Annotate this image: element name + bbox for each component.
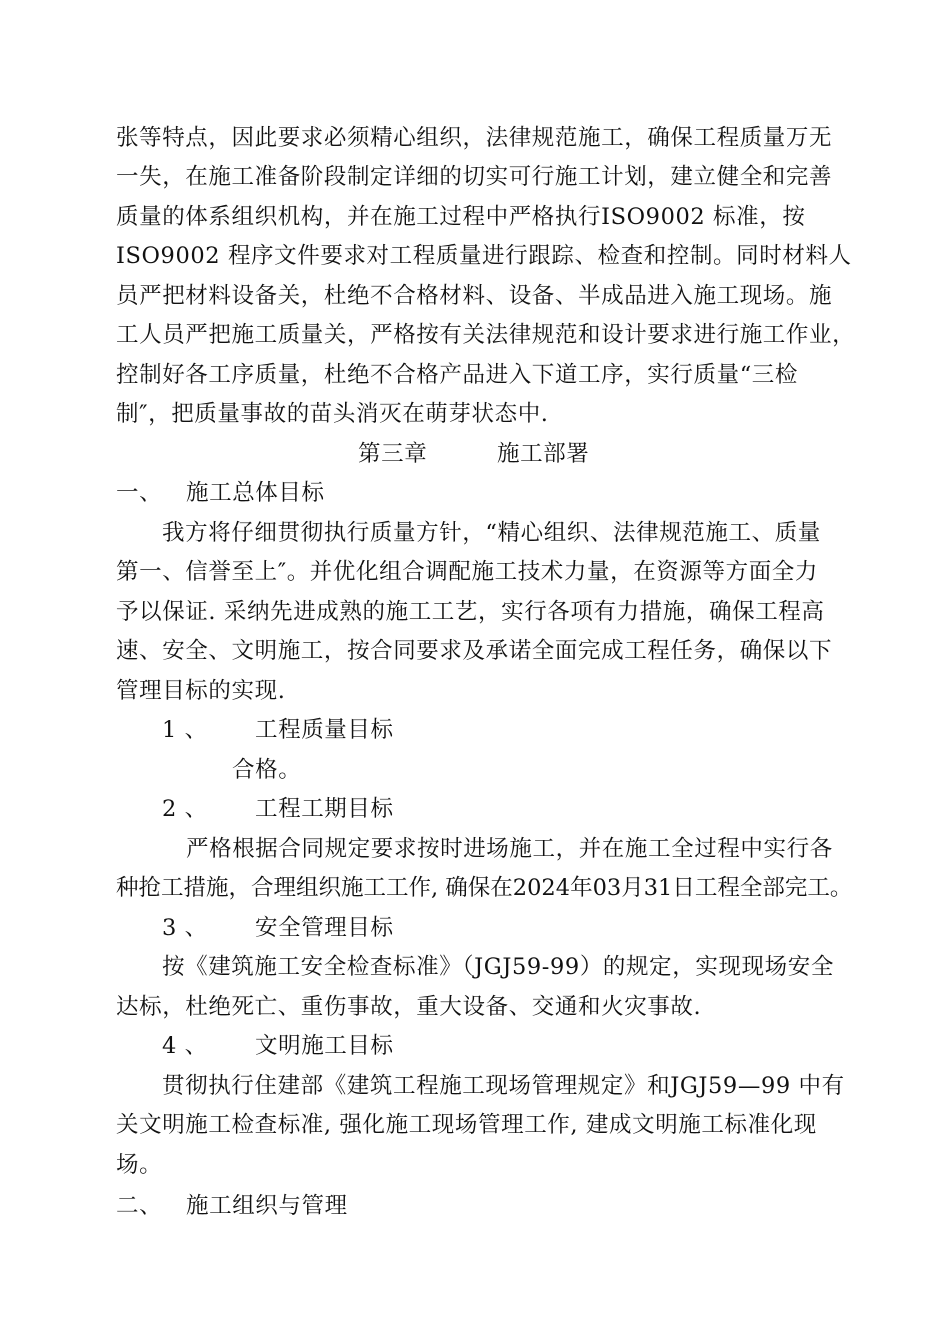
paragraph-line: 工人员严把施工质量关，严格按有关法律规范和设计要求进行施工作业， [116, 322, 856, 348]
paragraph-line: 速、安全、文明施工，按合同要求及承诺全面完成工程任务，确保以下 [116, 638, 833, 664]
chapter-title: 施工部署 [497, 441, 590, 467]
chapter-number: 第三章 [358, 441, 428, 467]
paragraph-line: 管理目标的实现. [116, 678, 286, 704]
goal-body-line: 达标，杜绝死亡、重伤事故，重大设备、交通和火灾事故. [116, 994, 702, 1020]
goal-body-line: 种抢工措施，合理组织施工工作, 确保在2024年03月31日工程全部完工。 [116, 875, 853, 901]
paragraph-line: 予以保证. 采纳先进成熟的施工工艺，实行各项有力措施，确保工程高 [116, 599, 825, 625]
paragraph-line: 我方将仔细贯彻执行质量方针，“精心组织、法律规范施工、质量 [162, 520, 821, 546]
goal-title: 文明施工目标 [255, 1033, 394, 1059]
goal-body-line: 按《建筑施工安全检查标准》（JGJ59-99）的规定，实现现场安全 [162, 954, 834, 980]
paragraph-line: 控制好各工序质量，杜绝不合格产品进入下道工序，实行质量“三检 [116, 362, 799, 388]
paragraph-line: ISO9002 程序文件要求对工程质量进行跟踪、检查和控制。同时材料人 [116, 243, 852, 269]
goal-title: 安全管理目标 [255, 915, 394, 941]
section-title: 施工总体目标 [186, 480, 325, 506]
goal-body-line: 严格根据合同规定要求按时进场施工，并在施工全过程中实行各 [186, 836, 833, 862]
goal-number: 4 、 [162, 1033, 208, 1059]
goal-body-line: 贯彻执行住建部《建筑工程施工现场管理规定》和JGJ59—99 中有 [162, 1073, 845, 1099]
goal-title: 工程工期目标 [255, 796, 394, 822]
paragraph-line: 质量的体系组织机构，并在施工过程中严格执行ISO9002 标准，按 [116, 204, 806, 230]
goal-number: 3 、 [162, 915, 208, 941]
goal-number: 1 、 [162, 717, 208, 743]
section-number: 一、 [116, 480, 163, 506]
paragraph-line: 一失，在施工准备阶段制定详细的切实可行施工计划，建立健全和完善 [116, 164, 833, 190]
goal-body-line: 关文明施工检查标准, 强化施工现场管理工作, 建成文明施工标准化现 [116, 1112, 817, 1138]
paragraph-line: 员严把材料设备关，杜绝不合格材料、设备、半成品进入施工现场。施 [116, 283, 833, 309]
paragraph-line: 张等特点，因此要求必须精心组织，法律规范施工，确保工程质量万无 [116, 125, 833, 151]
goal-number: 2 、 [162, 796, 208, 822]
goal-body-line: 场。 [116, 1152, 163, 1178]
paragraph-line: 制″，把质量事故的苗头消灭在萌芽状态中. [116, 401, 549, 427]
section-title: 施工组织与管理 [186, 1193, 348, 1219]
paragraph-line: 第一、信誉至上″。并优化组合调配施工技术力量，在资源等方面全力 [116, 559, 819, 585]
goal-body-line: 合格。 [232, 757, 302, 783]
goal-title: 工程质量目标 [255, 717, 394, 743]
section-number: 二、 [116, 1193, 163, 1219]
